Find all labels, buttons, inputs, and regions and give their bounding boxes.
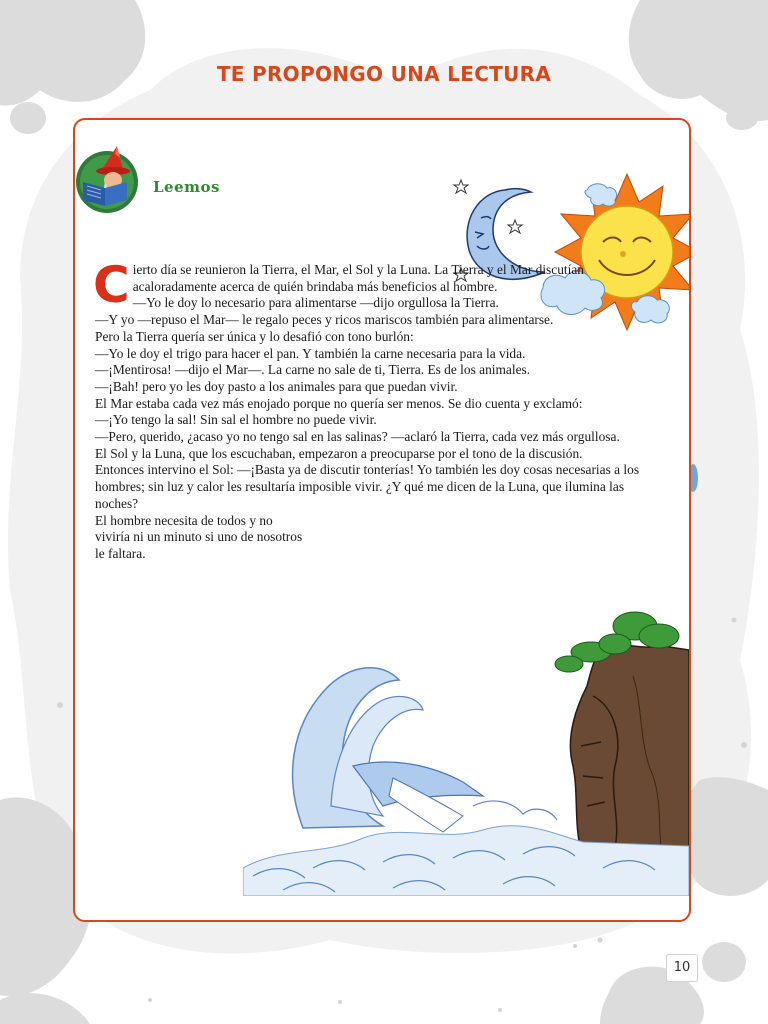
section-label: Leemos — [153, 178, 220, 196]
page-number: 10 — [666, 954, 698, 982]
story-paragraph: —Pero, querido, ¿acaso yo no tengo sal en las salinas? —aclaró la Tierra, cada vez más orgullosa. — [95, 429, 620, 445]
story-paragraph: Entonces intervino el Sol: —¡Basta ya de discutir tonterías! Yo también les doy cosas necesarias a los hombres; sin luz y calor les resultaría imposible vivir. ¿Y qué me dicen de la Luna, que ilumina las noches? — [95, 462, 640, 511]
story-paragraph: —Yo le doy el trigo para hacer el pan. Y también la carne necesaria para la vida. — [95, 345, 526, 361]
wizard-reading-book-icon — [73, 144, 145, 216]
page-title: TE PROPONGO UNA LECTURA — [216, 62, 552, 86]
story-paragraph: —Yo le doy lo necesario para alimentarse —dijo orgullosa la Tierra. — [132, 295, 499, 311]
story-paragraph: —¡Bah! pero yo les doy pasto a los animales para que puedan vivir. — [95, 378, 458, 394]
story-paragraph: El Sol y la Luna, que los escuchaban, empezaron a preocuparse por el tono de la discusión. — [95, 445, 583, 461]
story-closing: El hombre necesita de todos y no viviría ni un minuto si uno de nosotros le faltara. — [95, 512, 303, 561]
reading-card — [73, 118, 691, 922]
sea-wave-and-cliff-illustration — [243, 606, 689, 896]
section-header — [75, 144, 275, 216]
story-text — [93, 256, 640, 563]
story-paragraph: El Mar estaba cada vez más enojado porque no quería ser menos. Se dio cuenta y exclamó: — [95, 395, 583, 411]
story-paragraph: Pero la Tierra quería ser única y lo desafió con tono burlón: — [95, 328, 414, 344]
story-paragraph: ierto día se reunieron la Tierra, el Mar, el Sol y la Luna. La Tierra y el Mar discutían acaloradamente acerca de quién brindaba más beneficios al hombre. — [132, 262, 584, 294]
drop-cap: C — [93, 256, 130, 314]
story-paragraph: —¡Yo tengo la sal! Sin sal el hombre no puede vivir. — [95, 412, 377, 428]
story-paragraph: —Y yo —repuso el Mar— le regalo peces y ricos mariscos también para alimentarse. — [95, 312, 554, 328]
story-paragraph: —¡Mentirosa! —dijo el Mar—. La carne no sale de ti, Tierra. Es de los animales. — [95, 362, 531, 378]
